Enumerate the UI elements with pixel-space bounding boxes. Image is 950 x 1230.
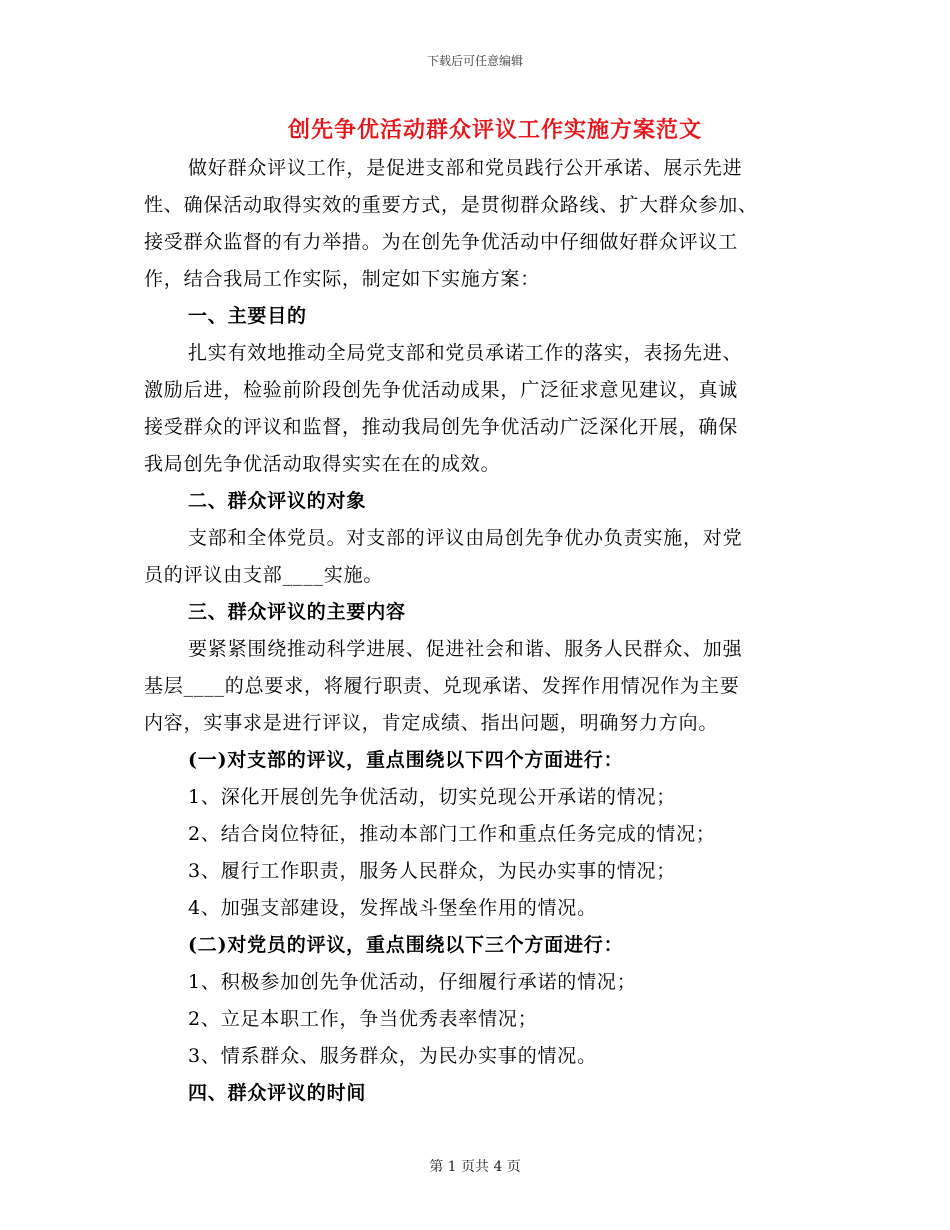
body-line: 3、情系群众、服务群众，为民办实事的情况。 <box>188 1045 597 1067</box>
document-body <box>144 150 804 1112</box>
body-line: 要紧紧围绕推动科学进展、促进社会和谐、服务人民群众、加强 <box>188 638 743 660</box>
page-header: 下载后可任意编辑 <box>426 54 523 68</box>
section-heading: 三、群众评议的主要内容 <box>188 601 406 623</box>
body-line: 2、立足本职工作，争当优秀表率情况； <box>188 1008 538 1030</box>
section-heading: 二、群众评议的对象 <box>188 490 367 512</box>
section-heading: (一)对支部的评议，重点围绕以下四个方面进行： <box>188 749 624 771</box>
body-line: 3、履行工作职责，服务人民群众，为民办实事的情况； <box>188 860 677 882</box>
body-line: 接受群众监督的有力举措。为在创先争优活动中仔细做好群众评议工 <box>144 231 739 253</box>
section-heading: 四、群众评议的时间 <box>188 1082 367 1104</box>
body-line: 2、结合岗位特征，推动本部门工作和重点任务完成的情况； <box>188 823 716 845</box>
page-footer: 第 1 页共 4 页 <box>429 1159 521 1175</box>
section-heading: 一、主要目的 <box>188 305 307 327</box>
body-line: 性、确保活动取得实效的重要方式，是贯彻群众路线、扩大群众参加、 <box>144 194 758 216</box>
body-line: 内容，实事求是进行评议，肯定成绩、指出问题，明确努力方向。 <box>144 712 719 734</box>
body-line: 激励后进，检验前阶段创先争优活动成果，广泛征求意见建议，真诚 <box>144 379 739 401</box>
body-line: 接受群众的评议和监督，推动我局创先争优活动广泛深化开展，确保 <box>144 416 739 438</box>
body-line: 我局创先争优活动取得实实在在的成效。 <box>144 453 501 475</box>
body-line: 扎实有效地推动全局党支部和党员承诺工作的落实，表扬先进、 <box>188 342 743 364</box>
body-line: 4、加强支部建设，发挥战斗堡垒作用的情况。 <box>188 897 597 919</box>
document-title: 创先争优活动群众评议工作实施方案范文 <box>287 117 702 143</box>
body-line: 员的评议由支部____实施。 <box>144 564 384 586</box>
body-line: 1、积极参加创先争优活动，仔细履行承诺的情况； <box>188 971 637 993</box>
body-line: 作，结合我局工作实际，制定如下实施方案： <box>144 268 541 290</box>
section-heading: (二)对党员的评议，重点围绕以下三个方面进行： <box>188 934 624 956</box>
body-line: 做好群众评议工作，是促进支部和党员践行公开承诺、展示先进 <box>188 157 743 179</box>
body-line: 支部和全体党员。对支部的评议由局创先争优办负责实施，对党 <box>188 527 743 549</box>
body-line: 基层____的总要求，将履行职责、兑现承诺、发挥作用情况作为主要 <box>144 675 740 697</box>
body-line: 1、深化开展创先争优活动，切实兑现公开承诺的情况； <box>188 786 677 808</box>
